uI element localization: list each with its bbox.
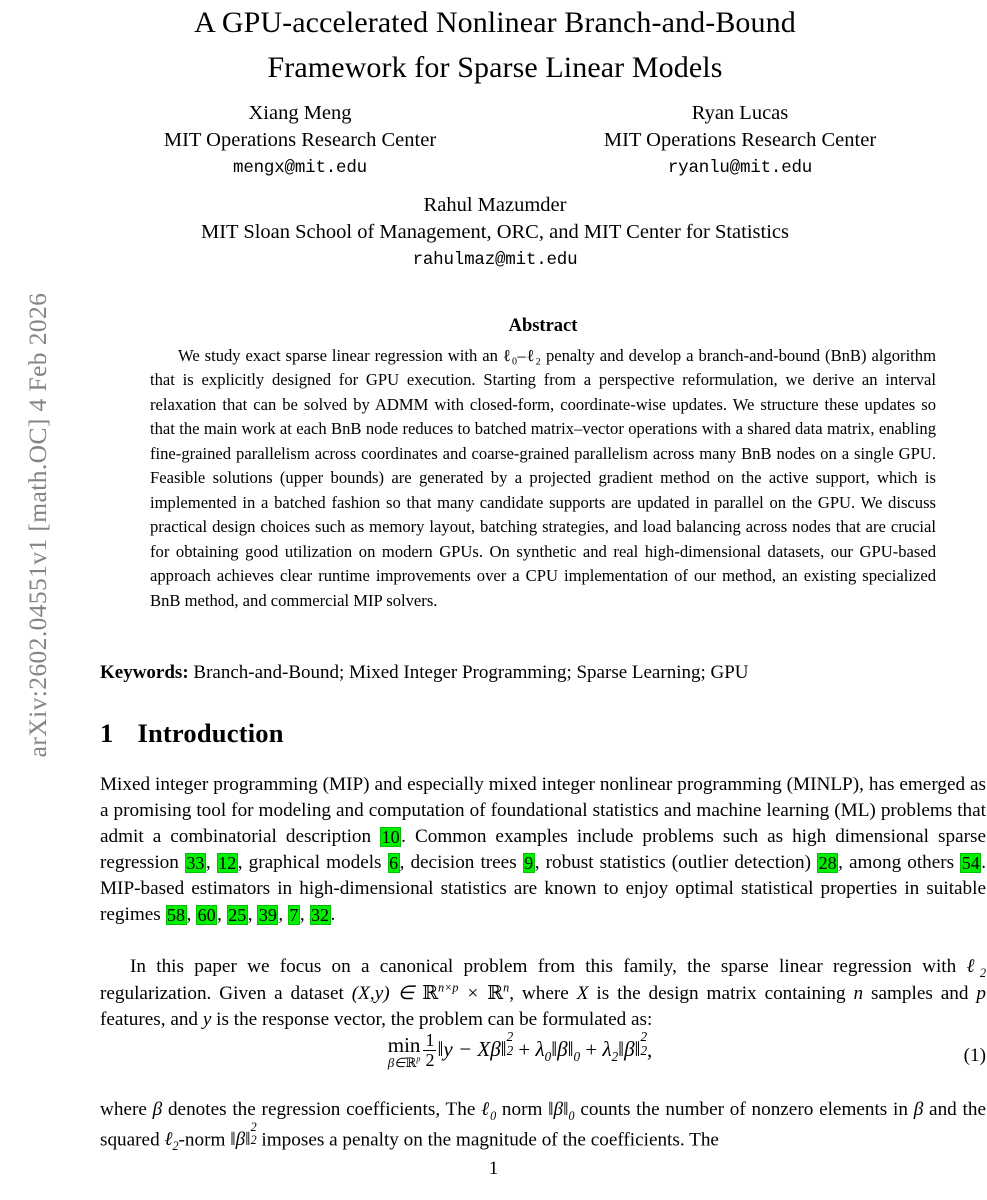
l2-penalty-term: $\lambda_2‖\beta‖$ 2 2 xyxy=(602,1028,648,1065)
author-email[interactable]: rahulmaz@mit.edu xyxy=(412,250,578,270)
text-run: denotes the regression coefficients, The xyxy=(162,1099,482,1120)
author-name: Xiang Meng xyxy=(248,102,352,124)
text-run: -norm xyxy=(178,1129,231,1151)
title-line-2: Sparse Linear Models xyxy=(457,51,723,84)
math-beta: β xyxy=(152,1099,163,1120)
author-2 xyxy=(100,192,890,274)
abstract-heading: Abstract xyxy=(508,316,578,336)
citation-link[interactable]: 9 xyxy=(524,853,534,874)
citation-link[interactable]: 60 xyxy=(197,905,216,926)
text-run: is the design matrix containing xyxy=(588,983,854,1005)
text-run: Mixed integer programming (MIP) and especially mixed integer nonlinear programming (MINLP), has emerged as a promising tool for modeling and computation of foundational statistics and machine learning (ML) problems that admit a combinatorial description xyxy=(100,774,986,848)
residual-norm-term: ‖y − Xβ‖ 2 2 xyxy=(437,1028,514,1062)
text-run: , robust statistics (outlier detection) xyxy=(534,852,818,874)
math-ell2: ℓ$_2$ xyxy=(966,956,986,980)
plus-sign: + xyxy=(518,1037,531,1062)
equation-number: (1) xyxy=(963,1045,986,1066)
keywords-line xyxy=(100,660,986,686)
arxiv-stamp: arXiv:2602.04551v1 [math.OC] 4 Feb 2026 xyxy=(23,292,52,758)
text-run: . Common examples include problems such as high dimensional sparse regression xyxy=(100,826,986,874)
text-run: is the response vector, the problem can be formulated as: xyxy=(211,1009,653,1031)
equation-expression xyxy=(100,1028,940,1072)
equation-1 xyxy=(100,1028,986,1084)
citation-link[interactable]: 25 xyxy=(228,905,247,926)
section-number: 1 xyxy=(100,718,114,748)
text-run: In this paper we focus on a canonical problem from this family, the sparse linear regression with xyxy=(130,956,967,977)
text-run: . MIP-based estimators in high-dimensional statistics are known to enjoy optimal statistical properties in suitable regimes xyxy=(100,852,986,926)
author-email[interactable]: mengx@mit.edu xyxy=(233,158,367,178)
author-block xyxy=(100,100,940,182)
author-1 xyxy=(540,100,940,182)
math-n: n xyxy=(853,983,864,1005)
author-affiliation: MIT Operations Research Center xyxy=(163,128,437,151)
citation-link[interactable]: 12 xyxy=(218,853,237,874)
math-norm-beta-2-sq: ‖β‖ 2 2 xyxy=(230,1119,257,1151)
text-run: . xyxy=(330,904,336,926)
author-affiliation: MIT Operations Research Center xyxy=(603,128,877,151)
intro-paragraph-2 xyxy=(100,954,986,1033)
author-name: Rahul Mazumder xyxy=(423,194,567,216)
citation-link[interactable]: 33 xyxy=(186,853,205,874)
math-ell2: ℓ$_2$ xyxy=(164,1129,179,1154)
citation-link[interactable]: 7 xyxy=(289,905,299,926)
keywords-label: Keywords: xyxy=(100,662,189,683)
title-line-1: A GPU-accelerated Nonlinear Branch-and-Bound Framework for xyxy=(194,6,796,84)
text-run: samples and xyxy=(863,983,977,1005)
author-0 xyxy=(100,100,500,182)
text-run: where xyxy=(100,1099,153,1120)
citation-link[interactable]: 32 xyxy=(311,905,330,926)
math-norm-beta-0: $‖\beta‖_0$ xyxy=(548,1099,575,1123)
citation-link[interactable]: 39 xyxy=(258,905,277,926)
page-number: 1 xyxy=(488,1158,499,1179)
page-title xyxy=(150,0,840,90)
section-heading xyxy=(100,718,284,749)
intro-paragraph-3 xyxy=(100,1097,986,1154)
citation-link[interactable]: 6 xyxy=(389,853,399,874)
text-run: imposes a penalty on the magnitude of the coefficients. The xyxy=(256,1129,719,1151)
section-title: Introduction xyxy=(137,718,284,748)
intro-paragraph-1: Mixed integer programming (MIP) and especially mixed integer nonlinear programming (MINLP), has emerged as a promising tool for modeling and computation of foundational statistics and machine learning (ML) problems that admit a combinatorial description 10. Common examples include problems such as high dimensional sparse regression 33, 12, graphical models 6, decision trees 9, robust statistics (outlier detection) 28, among others 54. MIP-based estimators in high-dimensional statistics are known to enjoy optimal statistical properties in suitable regimes 58, 60, 25, 39, 7, 32. xyxy=(100,774,986,926)
text-run: regularization. Given a dataset xyxy=(100,983,352,1005)
math-X: X xyxy=(576,983,589,1005)
text-run: , among others xyxy=(838,852,961,874)
math-y: y xyxy=(202,1009,212,1031)
text-run: features, and xyxy=(100,1009,203,1031)
text-run: , graphical models xyxy=(237,852,388,874)
text-run: , where xyxy=(509,983,577,1005)
math-dataset: (X,y) ∈ ℝ$^{n\times p}$ × ℝ$^n$ xyxy=(351,980,510,1005)
author-affiliation: MIT Sloan School of Management, ORC, and MIT Center for Statistics xyxy=(201,220,789,243)
keywords-value: Branch-and-Bound; Mixed Integer Programming; Sparse Learning; GPU xyxy=(193,662,749,683)
citation-link[interactable]: 28 xyxy=(818,853,837,874)
fraction-one-half: $\frac{1}{2}$ xyxy=(425,1030,435,1071)
citation-link[interactable]: 10 xyxy=(381,827,400,848)
text-run: counts the number of nonzero elements in xyxy=(574,1099,914,1120)
min-operator: min β∈ℝ$^p$ xyxy=(387,1033,421,1072)
text-run: , decision trees xyxy=(399,852,523,874)
math-ell0: ℓ$_0$ xyxy=(481,1099,497,1123)
l0-penalty-term: $\lambda_0‖\beta‖_0$ xyxy=(535,1037,581,1065)
text-run: and the squared xyxy=(100,1099,986,1151)
plus-sign: + xyxy=(585,1037,598,1062)
math-p: p xyxy=(976,983,987,1005)
text-run: norm xyxy=(496,1099,549,1120)
comma: , xyxy=(647,1037,653,1062)
author-name: Ryan Lucas xyxy=(691,102,789,124)
citation-link[interactable]: 54 xyxy=(961,853,980,874)
author-email[interactable]: ryanlu@mit.edu xyxy=(667,158,813,178)
math-beta: β xyxy=(913,1099,924,1120)
abstract-text: We study exact sparse linear regression with an ℓ₀–ℓ₂ penalty and develop a branch-and-bound (BnB) algorithm that is explicitly designed for GPU execution. Starting from a perspective reformulation, we derive an interval relaxation that can be solved by ADMM with closed-form, coordinate-wise updates. We structure these updates so that the main work at each BnB node reduces to batched matrix–vector operations with a shared data matrix, enabling fine-grained parallelism across coordinates and coarse-grained parallelism across many BnB nodes on a single GPU. Feasible solutions (upper bounds) are generated by a projected gradient method on the active support, which is implemented in a batched fashion so that many candidate supports are updated in parallel on the GPU. We discuss practical design choices such as memory layout, batching strategies, and load balancing across nodes that are crucial for obtaining good utilization on modern GPUs. On synthetic and real high-dimensional datasets, our GPU-based approach achieves clear runtime improvements over a CPU implementation of our method, an existing specialized BnB method, and commercial MIP solvers. xyxy=(150,346,936,610)
citation-link[interactable]: 58 xyxy=(167,905,186,926)
